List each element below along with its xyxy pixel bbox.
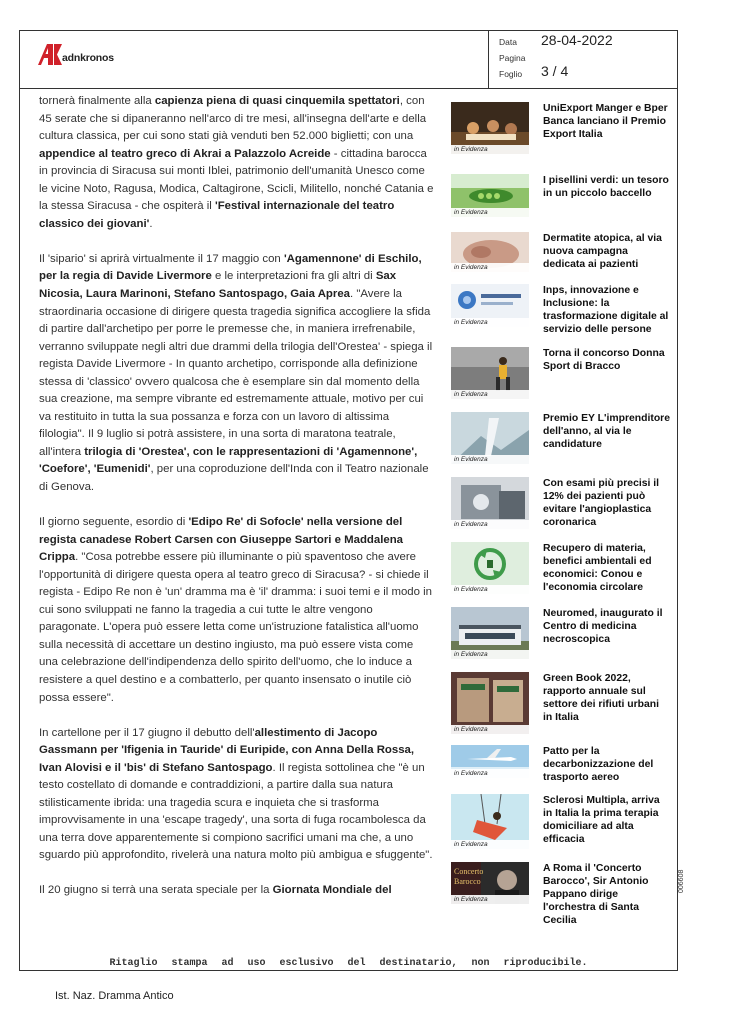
evidence-tag: in Evidenza — [451, 895, 529, 904]
data-value: 28-04-2022 — [541, 32, 613, 48]
article-text: , con 45 serate che si dipaneranno nell'arco di tre mesi, all'insegna dell'arte e della cultura classica, per cui sono stati già venduti ben 52.000 biglietti; con una — [39, 95, 427, 143]
news-title[interactable]: Recupero di materia, benefici ambientali ed economici: Conou e l'economia circolare — [543, 543, 652, 593]
article-paragraph — [39, 882, 435, 900]
article-emphasis: 'Festival internazionale del teatro classico dei giovani' — [39, 200, 395, 230]
news-title[interactable]: A Roma il 'Concerto Barocco', Sir Antonio Pappano dirige l'orchestra di Santa Cecilia — [543, 863, 649, 926]
book-photo-icon — [451, 672, 529, 734]
news-title[interactable]: Con esami più precisi il 12% dei pazienti può evitare l'angioplastica coronarica — [543, 478, 660, 528]
footer-notice: Ritaglio stampa ad uso esclusivo del destinatario, non riproducibile. — [109, 958, 588, 969]
pagina-label: Pagina — [499, 53, 526, 63]
evidence-tag: in Evidenza — [451, 455, 529, 464]
swing-photo-icon — [451, 794, 529, 849]
medical-photo-icon — [451, 477, 529, 529]
evidence-tag: in Evidenza — [451, 208, 529, 217]
header-vertical-divider — [488, 30, 489, 88]
evidence-tag: in Evidenza — [451, 390, 529, 399]
evidence-tag: in Evidenza — [451, 840, 529, 849]
article-emphasis: allestimento di Jacopo Gassmann per 'Ifigenia in Tauride' di Euripide, con Anna Della Rossa, Ivan Alovisi e il 'bis' di Stefano Santospago — [39, 726, 415, 774]
adnkronos-logo-icon — [38, 44, 62, 66]
article-emphasis: appendice al teatro greco di Akrai a Palazzolo Acreide — [39, 147, 331, 160]
event-photo-icon — [451, 102, 529, 154]
news-title[interactable]: Neuromed, inaugurato il Centro di medicina necroscopica — [543, 608, 663, 645]
evidence-tag: in Evidenza — [451, 725, 529, 734]
svg-text:Barocco: Barocco — [454, 877, 481, 886]
article-text: - cittadina barocca in provincia di Siracusa sui monti Iblei, patrimonio dell'umanità Unesco come le vicine Noto, Ragusa, Modica, Caltagirone, Scicli, Militello, nonché Catania e la stessa Siracusa - che ospiterà il — [39, 147, 434, 213]
peas-photo-icon — [451, 174, 529, 217]
article-emphasis: 'Agamennone' di Eschilo, per la regia di Davide Livermore — [39, 252, 422, 283]
article-text: Il giorno seguente, esordio di — [39, 516, 189, 529]
news-title[interactable]: Green Book 2022, rapporto annuale sul settore dei rifiuti urbani in Italia — [543, 673, 660, 723]
evidence-tag: in Evidenza — [451, 769, 529, 778]
article-paragraph — [39, 251, 435, 497]
concert-poster-icon — [451, 862, 529, 904]
recycle-photo-icon — [451, 542, 529, 594]
news-title[interactable]: UniExport Manger e Bper Banca lanciano il Premio Export Italia — [543, 103, 668, 140]
article-paragraph — [39, 514, 435, 707]
news-title[interactable]: Inps, innovazione e Inclusione: la trasformazione digitale al servizio delle persone — [543, 285, 669, 335]
skin-photo-icon — [451, 232, 529, 272]
article-text: tornerà finalmente alla — [39, 95, 155, 107]
evidence-tag: in Evidenza — [451, 145, 529, 154]
article-text: In cartellone per il 17 giugno il debutto dell' — [39, 726, 255, 739]
conference-banner-icon — [451, 284, 529, 327]
article-text: e le interpretazioni fra gli altri di — [211, 270, 376, 283]
article-paragraph — [39, 725, 435, 865]
news-title[interactable]: Dermatite atopica, al via nuova campagna dedicata ai pazienti — [543, 233, 662, 270]
article-text: . "Avere la straordinaria occasione di dirigere questa tragedia significa accogliere la sfida di partire dall'archetipo per porre le premesse che, in maniera irrefrenabile, verranno sviluppate negli altri due drammi della trilogia dell'Orestea' - spiega il regista Davide Livermore - In quanto archetipo, corrisponde alla definizione stessa di 'classico' ovvero qualcosa che è esemplare sin dal momento della sua creazione, ma sempre vibrante ed estremamente attuale, motivo per cui va restituito in tutta la sua possanza e forza con un lavoro di altissima filologia". Il 9 luglio si potrà assistere, in una sorta di maratona teatrale, all'intera — [39, 287, 433, 458]
article-emphasis: Sax Nicosia, Laura Marinoni, Stefano Santospago, Gaia Aprea — [39, 270, 397, 300]
source-label: Ist. Naz. Dramma Antico — [55, 990, 174, 1002]
airplane-photo-icon — [451, 745, 529, 778]
article-text: . "Cosa potrebbe essere più illuminante o più spaventoso che avere l'opportunità di dirigere questa opera al teatro greco di Siracusa? - si chiede il regista - Edipo Re non è 'un' dramma ma è 'il' dramma: i suoi temi e il modo in cui sono sviluppati ne fanno la tragedia a cui tutte le altre vengono paragonate. L'opera può essere letta come un'istruzione fatalistica all'uomo sulla necessità di accettare un destino ingiusto, ma può essere vista come una celebrazione dell'indipendenza dello spirito dell'uomo, che lo induce a resistere a quel destino e a combatterlo, per quanto insensato o inutile ciò possa essere". — [39, 551, 432, 704]
building-photo-icon — [451, 607, 529, 659]
article-emphasis: capienza piena di quasi cinquemila spettatori — [154, 95, 400, 107]
evidence-tag: in Evidenza — [451, 263, 529, 272]
news-title[interactable]: Sclerosi Multipla, arriva in Italia la prima terapia domiciliare ad alta efficacia — [543, 795, 660, 845]
svg-text:Concerto: Concerto — [454, 867, 484, 876]
evidence-tag: in Evidenza — [451, 650, 529, 659]
article-emphasis: 'Edipo Re' di Sofocle' nella versione del regista canadese Robert Carsen con Giuseppe Sartori e Maddalena Crippa — [39, 516, 403, 564]
data-label: Data — [499, 37, 517, 47]
foglio-value: 3 / 4 — [541, 63, 569, 79]
article-text: . Il regista sottolinea che "è un testo costellato di domande e contraddizioni, a partire dalla sua natura stilisticamente ibrida: una tragedia scura e inquieta che si trasforma improvvisamente in una 'escape tragedy', una sorta di fuga rocambolesca da una terra dove apparentemente si compiono sacrifici umani ma che, a uno sguardo più approfondito, rivelerà una natura molto più ambigua e sfuggente". — [39, 761, 433, 862]
runner-photo-icon — [451, 347, 529, 399]
article-emphasis: Giornata Mondiale del — [272, 884, 392, 897]
news-title[interactable]: Patto per la decarbonizzazione del trasporto aereo — [543, 746, 654, 783]
foglio-label: Foglio — [499, 69, 523, 79]
article-text: . — [149, 217, 153, 230]
brand-name: adnkronos — [62, 52, 114, 64]
landscape-photo-icon — [451, 412, 529, 464]
adnkronos-logo — [38, 44, 118, 66]
news-title[interactable]: Torna il concorso Donna Sport di Bracco — [543, 348, 665, 372]
article-text: Il 20 giugno si terrà una serata speciale per la — [39, 884, 273, 897]
evidence-tag: in Evidenza — [451, 585, 529, 594]
document-code: 006608 — [678, 869, 685, 893]
news-title[interactable]: Premio EY L'imprenditore dell'anno, al via le candidature — [543, 413, 670, 450]
news-title[interactable]: I pisellini verdi: un tesoro in un piccolo baccello — [543, 175, 669, 199]
article-text: , per una coproduzione dell'Inda con il Teatro nazionale di Genova. — [39, 463, 429, 493]
article-text: Il 'sipario' si aprirà virtualmente il 17 maggio con — [39, 252, 284, 265]
article-body — [39, 93, 435, 917]
header-divider — [19, 88, 678, 89]
evidence-tag: in Evidenza — [451, 318, 529, 327]
article-paragraph — [39, 93, 435, 233]
evidence-tag: in Evidenza — [451, 520, 529, 529]
article-emphasis: trilogia di 'Orestea', con le rappresentazioni di 'Agamennone', 'Coefore', 'Eumenidi' — [39, 445, 418, 476]
